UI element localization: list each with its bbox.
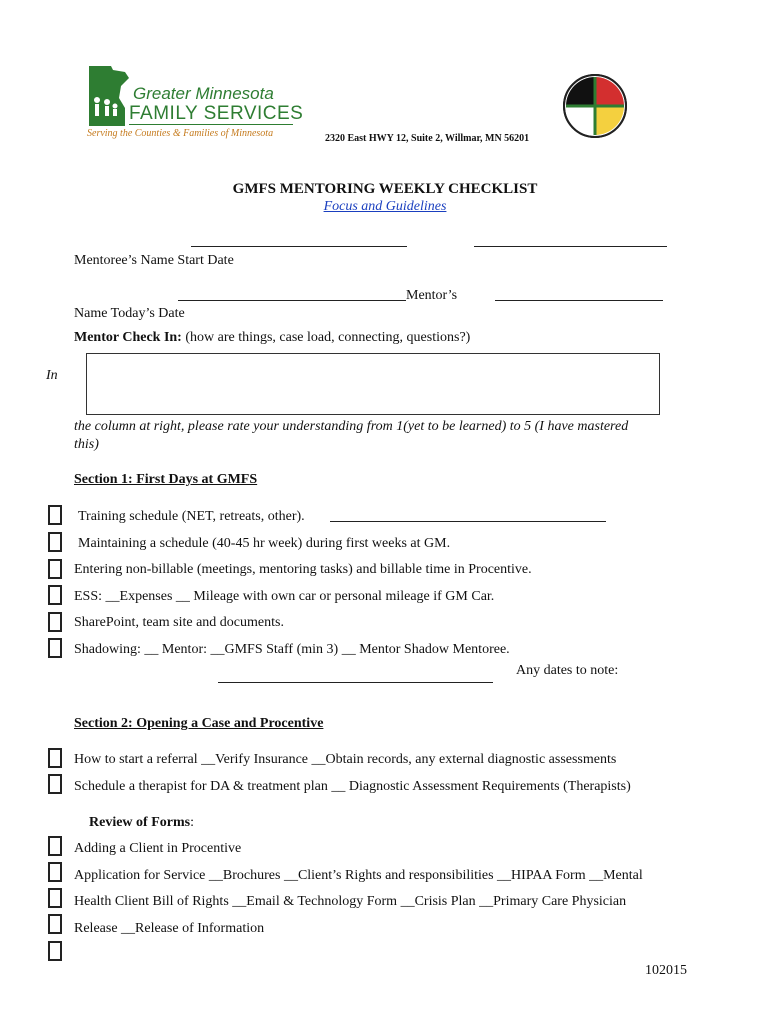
section2-heading: Section 2: Opening a Case and Procentive <box>74 716 324 731</box>
review-forms-heading <box>89 814 194 831</box>
name-todays-date-label: Name Today’s Date <box>74 306 185 321</box>
section2-checkbox-2[interactable] <box>48 774 62 794</box>
section1-heading: Section 1: First Days at GMFS <box>74 472 258 487</box>
mentor-label: Mentor’s <box>406 288 458 303</box>
dates-note-label: Any dates to note: <box>516 663 619 678</box>
section1-item-6: Shadowing: __ Mentor: __GMFS Staff (min 3) __ Mentor Shadow Mentoree. <box>74 642 510 657</box>
section2-item-2: Schedule a therapist for DA & treatment plan __ Diagnostic Assessment Requirements (Therapists) <box>74 779 631 794</box>
mentoree-name-blank[interactable] <box>191 246 407 247</box>
minnesota-family-icon <box>85 64 131 130</box>
instructions-line1: the column at right, please rate your understanding from 1(yet to be learned) to 5 (I have mastered <box>74 419 629 434</box>
review-checkbox-1[interactable] <box>48 836 62 856</box>
section1-checkbox-1[interactable] <box>48 505 62 525</box>
organization-logo <box>85 64 304 144</box>
review-item-3: Health Client Bill of Rights __Email & Technology Form __Crisis Plan __Primary Care Physician <box>74 894 627 909</box>
section1-item-4: ESS: __Expenses __ Mileage with own car or personal mileage if GM Car. <box>74 589 495 604</box>
todays-date-blank[interactable] <box>495 300 663 301</box>
section1-checkbox-3[interactable] <box>48 559 62 579</box>
focus-guidelines-link[interactable]: Focus and Guidelines <box>323 199 447 214</box>
training-schedule-blank[interactable] <box>330 521 606 522</box>
review-checkbox-5[interactable] <box>48 941 62 961</box>
review-item-1: Adding a Client in Procentive <box>74 841 242 856</box>
section1-item-3: Entering non-billable (meetings, mentoring tasks) and billable time in Procentive. <box>74 562 532 577</box>
review-checkbox-2[interactable] <box>48 862 62 882</box>
medicine-wheel-icon <box>562 73 628 139</box>
section1-checkbox-5[interactable] <box>48 612 62 632</box>
mentoree-name-start-date-label: Mentoree’s Name Start Date <box>74 253 234 268</box>
review-item-2: Application for Service __Brochures __Client’s Rights and responsibilities __HIPAA Form __Mental <box>74 868 643 883</box>
review-checkbox-4[interactable] <box>48 914 62 934</box>
section1-item-1: Training schedule (NET, retreats, other). <box>78 509 305 524</box>
section1-checkbox-4[interactable] <box>48 585 62 605</box>
instructions-prefix: In <box>46 368 58 383</box>
section1-item-2: Maintaining a schedule (40-45 hr week) during first weeks at GM. <box>78 536 451 551</box>
form-code: 102015 <box>645 963 687 978</box>
section1-checkbox-2[interactable] <box>48 532 62 552</box>
review-checkbox-3[interactable] <box>48 888 62 908</box>
section1-checkbox-6[interactable] <box>48 638 62 658</box>
review-forms-label: Review of Forms <box>89 815 191 830</box>
logo-name-line2: FAMILY SERVICES <box>129 103 304 124</box>
section2-checkbox-1[interactable] <box>48 748 62 768</box>
start-date-blank[interactable] <box>474 246 667 247</box>
office-address: 2320 East HWY 12, Suite 2, Willmar, MN 56201 <box>325 133 530 144</box>
check-in-textbox[interactable] <box>86 353 660 415</box>
check-in-label: Mentor Check In: <box>74 330 182 345</box>
logo-tagline: Serving the Counties & Families of Minnesota <box>87 128 274 139</box>
check-in-hint: (how are things, case load, connecting, questions?) <box>181 330 471 345</box>
mentor-check-in <box>74 329 470 346</box>
review-forms-colon: : <box>190 815 194 830</box>
dates-note-blank[interactable] <box>218 682 493 683</box>
logo-name-line1: Greater Minnesota <box>133 84 274 103</box>
section1-item-5: SharePoint, team site and documents. <box>74 615 284 630</box>
section2-item-1: How to start a referral __Verify Insurance __Obtain records, any external diagnostic assessments <box>74 752 617 767</box>
review-item-4: Release __Release of Information <box>74 921 265 936</box>
instructions-line2: this) <box>74 437 99 452</box>
page-title: GMFS MENTORING WEEKLY CHECKLIST <box>232 181 538 197</box>
mentor-name-blank[interactable] <box>178 300 406 301</box>
